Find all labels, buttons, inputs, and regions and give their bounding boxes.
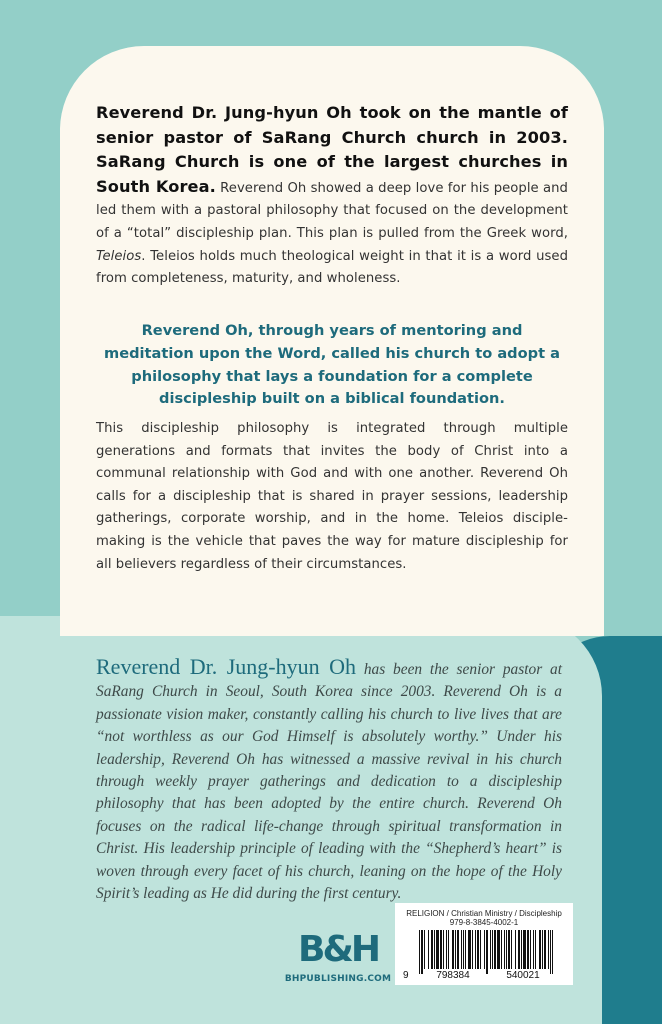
barcode-box <box>395 903 573 985</box>
intro-paragraph <box>96 102 568 291</box>
philosophy-paragraph: This discipleship philosophy is integrated through multiple generations and formats that invites the body of Christ into a communal relationship with God and with one another. Reverend Oh calls for a discipleship that is shared in prayer sessions, leadership gatherings, corporate worship, and in the home. Teleios disciple-making is the vehicle that paves the way for mature discipleship for all believers regardless of their circumstances. <box>96 421 568 572</box>
bh-logo-mark: B&H <box>298 929 378 970</box>
intro-lead: Reverend Dr. Jung-hyun Oh took on the mantle of senior pastor of SaRang Church church in 2003. SaRang Church is one of the largest churches in South Korea. <box>96 103 568 196</box>
publisher-website: BHPUBLISHING.COM <box>284 974 392 984</box>
barcode-isbn: 979-8-3845-4002-1 <box>449 918 519 927</box>
barcode-digit-lead: 9 <box>403 970 409 981</box>
author-name: Reverend Dr. Jung-hyun Oh <box>96 654 357 679</box>
intro-body-a: Reverend Oh showed a deep love for his people and led them with a pastoral philosophy that focused on the development of a “total” discipleship plan. This plan is pulled from the Greek word, <box>96 180 568 241</box>
pull-quote: Reverend Oh, through years of mentoring and meditation upon the Word, called his church to adopt a philosophy that lays a foundation for a complete discipleship built on a biblical foundation. <box>104 322 560 408</box>
barcode-digits-right: 540021 <box>506 970 540 981</box>
barcode-digits-left: 798384 <box>436 970 470 981</box>
greek-word: Teleios <box>96 248 142 264</box>
publisher-logo <box>268 930 408 990</box>
barcode-category: RELIGION / Christian Ministry / Discipleship <box>406 909 562 918</box>
intro-body-b: . Teleios holds much theological weight in that it is a word used from completeness, maturity, and wholeness. <box>96 248 568 287</box>
author-bio-text: has been the senior pastor at SaRang Church in Seoul, South Korea since 2003. Reverend Oh is a passionate vision maker, constantly calling his church to live lives that are “not worthless as our God Himself is absolutely worthy.” Under his leadership, Reverend Oh has witnessed a massive revival in his church through weekly prayer gatherings and dedication to a discipleship philosophy that has been adopted by the entire church. Reverend Oh focuses on the radical life-change through spiritual transformation in Christ. His leadership principle of leading with the “Shepherd’s heart” is woven through every facet of his church, leaning on the hope of the Holy Spirit’s leading as He did during the first century. <box>96 661 562 903</box>
author-bio <box>96 656 562 905</box>
